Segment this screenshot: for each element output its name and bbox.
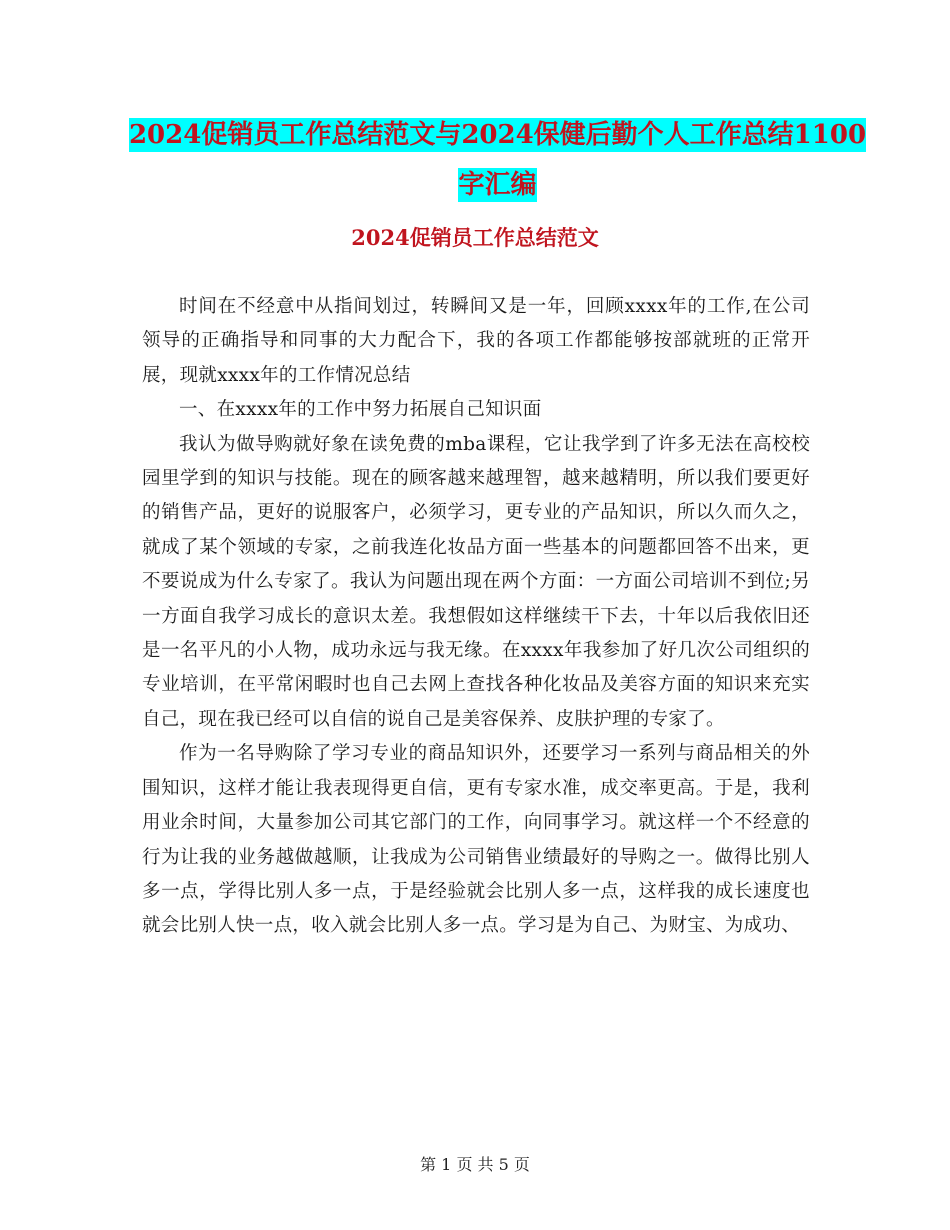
paragraph-extended-knowledge: 作为一名导购除了学习专业的商品知识外，还要学习一系列与商品相关的外围知识，这样才能让我表现得更自信，更有专家水准，成交率更高。于是，我利用业余时间，大量参加公司其它部门的工作，向同事学习。就这样一个不经意的行为让我的业务越做越顺，让我成为公司销售业绩最好的导购之一。做得比别人多一点，学得比别人多一点，于是经验就会比别人多一点，这样我的成长速度也就会比别人快一点，收入就会比别人多一点。学习是为自己、为财宝、为成功、 bbox=[142, 743, 810, 937]
paragraph-subheading-1: 一、在xxxx年的工作中努力拓展自己知识面 bbox=[179, 399, 542, 421]
document-title-text: 2024促销员工作总结范文与2024保健后勤个人工作总结1100字汇编 bbox=[128, 120, 867, 200]
section-heading: 2024促销员工作总结范文 bbox=[351, 225, 599, 250]
paragraph-learning: 我认为做导购就好象在读免费的mba课程，它让我学到了许多无法在高校校园里学到的知识与技能。现在的顾客越来越理智，越来越精明，所以我们要更好的销售产品，更好的说服客户，必须学习，更专业的产品知识，所以久而久之，就成了某个领域的专家，之前我连化妆品方面一些基本的问题都回答不出来，更不要说成为什么专家了。我认为问题出现在两个方面：一方面公司培训不到位;另一方面自我学习成长的意识太差。我想假如这样继续干下去，十年以后我依旧还是一名平凡的小人物，成功永远与我无缘。在xxxx年我参加了好几次公司组织的专业培训，在平常闲暇时也自己去网上查找各种化妆品及美容方面的知识来充实自己，现在我已经可以自信的说自己是美容保养、皮肤护理的专家了。 bbox=[142, 433, 810, 730]
document-title bbox=[120, 110, 875, 210]
document-body bbox=[142, 290, 810, 944]
page-number: 第 1 页 共 5 页 bbox=[420, 1155, 530, 1174]
paragraph-intro: 时间在不经意中从指间划过，转瞬间又是一年，回顾xxxx年的工作,在公司领导的正确指导和同事的大力配合下，我的各项工作都能够按部就班的正常开展，现就xxxx年的工作情况总结 bbox=[142, 296, 810, 386]
